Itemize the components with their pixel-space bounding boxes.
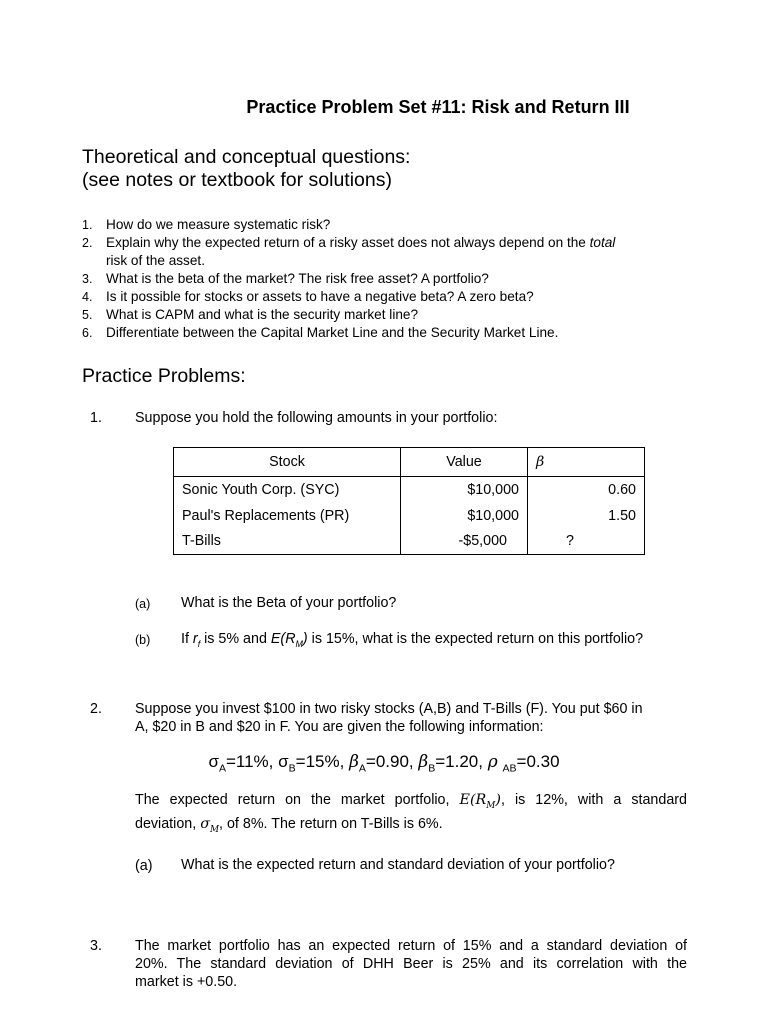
sigma-symbol: σ xyxy=(208,752,219,771)
cell-value: $10,000 xyxy=(401,503,528,529)
text-fragment: , of 8%. The return on T-Bills is 6%. xyxy=(219,815,443,832)
question-number: 3. xyxy=(82,272,93,286)
problem-1-text: Suppose you hold the following amounts in your portfolio: xyxy=(135,410,498,426)
question-number: 2. xyxy=(82,236,93,250)
problem-3-line: 20%. The standard deviation of DHH Beer is 25% and its correlation with the xyxy=(135,956,687,972)
formula-value: =0.90, xyxy=(365,752,419,771)
question-text: What is the beta of the market? The risk free asset? A portfolio? xyxy=(106,271,489,286)
sigma-symbol: σ xyxy=(278,752,289,771)
question-number: 5. xyxy=(82,308,93,322)
question-text-continued: risk of the asset. xyxy=(106,253,205,268)
cell-beta: 1.50 xyxy=(528,503,645,529)
column-header-value: Value xyxy=(401,448,528,477)
list-item xyxy=(82,234,692,270)
question-emphasis: total xyxy=(589,235,616,250)
market-return-symbol xyxy=(459,792,501,811)
page-title: Practice Problem Set #11: Risk and Return III xyxy=(246,97,630,117)
problem-2a-text: What is the expected return and standard deviation of your portfolio? xyxy=(181,857,615,873)
question-text: Explain why the expected return of a risky asset does not always depend on the xyxy=(106,235,590,250)
problem-1a-label: (a) xyxy=(135,597,151,611)
problem-2a-label: (a) xyxy=(135,858,153,874)
cell-stock: T-Bills xyxy=(174,529,401,555)
subscript: A xyxy=(358,762,366,775)
table-row xyxy=(174,503,645,529)
text-fragment: ) xyxy=(495,792,501,808)
subscript: M xyxy=(295,638,303,649)
table-row xyxy=(174,529,645,555)
subscript: A xyxy=(218,762,226,775)
problem-3-line: The market portfolio has an expected return of 15% and a standard deviation of xyxy=(135,938,687,954)
text-fragment: The expected return on the market portfolio, xyxy=(135,792,460,808)
text-fragment: ) xyxy=(302,631,308,647)
text-fragment: deviation, xyxy=(135,815,201,832)
problem-2-info xyxy=(135,791,687,839)
cell-beta: 0.60 xyxy=(528,477,645,503)
problem-3-line: market is +0.50. xyxy=(135,974,238,990)
question-text: What is CAPM and what is the security market line? xyxy=(106,307,419,322)
column-header-beta: β xyxy=(528,448,645,477)
text-fragment: If xyxy=(181,631,193,647)
question-number: 1. xyxy=(82,218,93,232)
problem-3-number: 3. xyxy=(90,938,102,954)
problem-2-info-line xyxy=(135,791,687,815)
subscript: f xyxy=(197,638,201,649)
theory-heading xyxy=(82,146,410,192)
question-text: Differentiate between the Capital Market Line and the Security Market Line. xyxy=(106,325,559,340)
table-row xyxy=(174,477,645,503)
theory-heading-line1: Theoretical and conceptual questions: xyxy=(82,146,411,168)
question-number: 4. xyxy=(82,290,93,304)
market-sigma-symbol xyxy=(200,815,220,835)
portfolio-table xyxy=(173,447,645,555)
problem-1-number: 1. xyxy=(90,410,102,426)
cell-stock: Paul's Replacements (PR) xyxy=(174,503,401,529)
table-header-row xyxy=(174,448,645,477)
subscript: B xyxy=(428,762,436,775)
text-fragment: r xyxy=(192,631,198,647)
subscript: M xyxy=(486,800,496,811)
formula-value: =1.20, xyxy=(435,752,488,771)
list-item xyxy=(82,324,692,342)
subscript: B xyxy=(288,762,296,775)
formula-value: =11%, xyxy=(225,752,279,771)
cell-value: $10,000 xyxy=(401,477,528,503)
subscript: AB xyxy=(502,762,517,775)
question-text: How do we measure systematic risk? xyxy=(106,217,331,232)
theory-question-list xyxy=(82,216,692,342)
text-fragment: , is 12%, with a standard xyxy=(500,792,687,808)
problem-2-formula xyxy=(0,752,768,774)
beta-symbol: β xyxy=(349,752,359,772)
problem-2-info-line xyxy=(135,815,687,839)
problem-1b-label: (b) xyxy=(135,633,151,647)
question-number: 6. xyxy=(82,326,93,340)
problem-2-text xyxy=(135,700,687,736)
formula-value: =0.30 xyxy=(516,752,560,771)
problem-1b-text xyxy=(181,631,643,649)
question-text: Is it possible for stocks or assets to have a negative beta? A zero beta? xyxy=(106,289,534,304)
subscript: M xyxy=(209,824,220,835)
text-fragment: is 15%, what is the expected return on this portfolio? xyxy=(307,631,644,647)
problem-1a-text: What is the Beta of your portfolio? xyxy=(181,595,397,611)
practice-heading: Practice Problems: xyxy=(82,365,246,387)
list-item xyxy=(82,270,692,288)
problem-3-text xyxy=(135,937,687,991)
formula-value: =15%, xyxy=(295,752,350,771)
problem-2-number: 2. xyxy=(90,701,102,717)
problem-2-line: Suppose you invest $100 in two risky stocks (A,B) and T-Bills (F). You put $60 in xyxy=(135,701,643,717)
problem-2-line: A, $20 in B and $20 in F. You are given the following information: xyxy=(135,719,544,735)
list-item xyxy=(82,306,692,324)
list-item xyxy=(82,288,692,306)
text-fragment: σ xyxy=(200,815,210,832)
cell-beta: ? xyxy=(528,529,645,555)
cell-stock: Sonic Youth Corp. (SYC) xyxy=(174,477,401,503)
beta-symbol: β xyxy=(418,752,429,772)
text-fragment: E(R xyxy=(459,792,487,808)
list-item xyxy=(82,216,692,234)
cell-value: -$5,000 xyxy=(401,529,528,555)
text-fragment: is 5% and xyxy=(200,631,271,647)
column-header-stock: Stock xyxy=(174,448,401,477)
rho-symbol: ρ xyxy=(487,752,498,772)
text-fragment: E(R xyxy=(270,631,296,647)
market-return-symbol xyxy=(271,631,308,647)
theory-heading-line2: (see notes or textbook for solutions) xyxy=(82,169,392,191)
